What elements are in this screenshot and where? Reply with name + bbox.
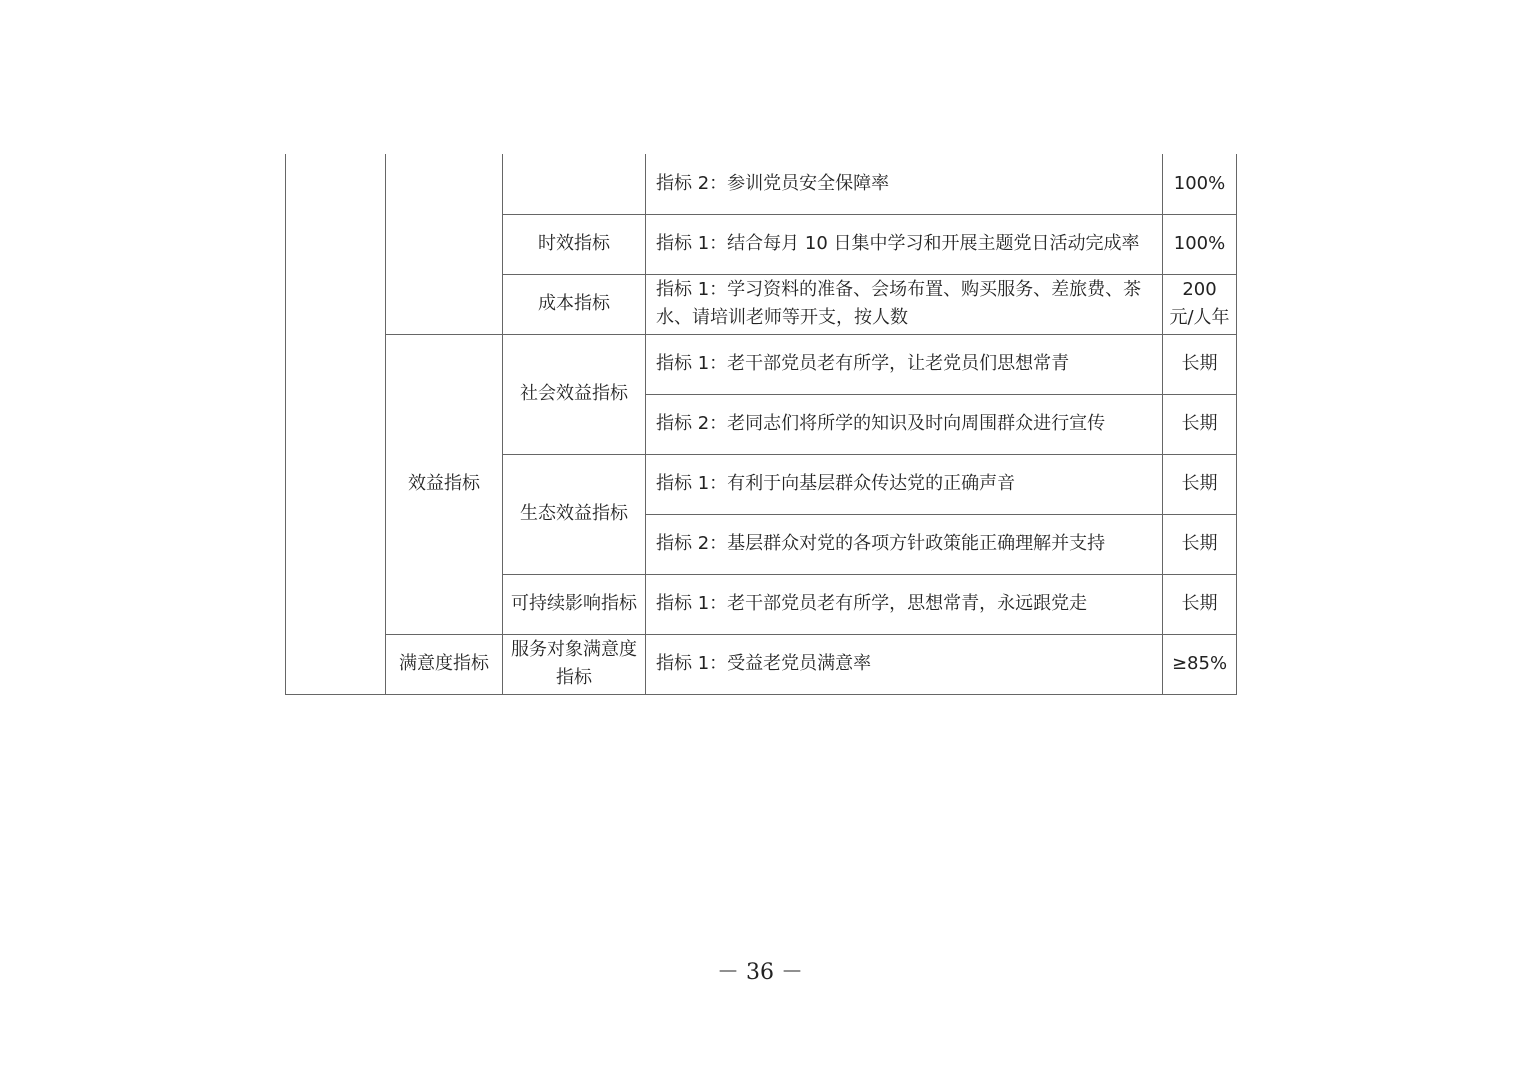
value-cell: 200 元/人年 bbox=[1163, 274, 1237, 334]
indicator-table bbox=[285, 154, 1237, 695]
table-row bbox=[286, 634, 1237, 694]
level3-cell: 时效指标 bbox=[503, 214, 646, 274]
value-cell: ≥85% bbox=[1163, 634, 1237, 694]
indicator-table-wrapper bbox=[285, 154, 1237, 695]
level3-cell: 成本指标 bbox=[503, 274, 646, 334]
indicator-cell: 指标 1：有利于向基层群众传达党的正确声音 bbox=[646, 454, 1163, 514]
level3-cell: 可持续影响指标 bbox=[503, 574, 646, 634]
indicator-cell: 指标 2：老同志们将所学的知识及时向周围群众进行宣传 bbox=[646, 394, 1163, 454]
value-cell: 长期 bbox=[1163, 454, 1237, 514]
table-row bbox=[286, 334, 1237, 394]
value-cell: 长期 bbox=[1163, 394, 1237, 454]
level3-cell: 服务对象满意度指标 bbox=[503, 634, 646, 694]
level1-cell bbox=[286, 154, 386, 694]
value-cell: 100% bbox=[1163, 214, 1237, 274]
indicator-cell: 指标 1：结合每月 10 日集中学习和开展主题党日活动完成率 bbox=[646, 214, 1163, 274]
indicator-cell: 指标 1：学习资料的准备、会场布置、购买服务、差旅费、茶水、请培训老师等开支，按人数 bbox=[646, 274, 1163, 334]
value-cell: 长期 bbox=[1163, 574, 1237, 634]
value-cell: 100% bbox=[1163, 154, 1237, 214]
value-cell: 长期 bbox=[1163, 514, 1237, 574]
indicator-cell: 指标 1：老干部党员老有所学，思想常青，永远跟党走 bbox=[646, 574, 1163, 634]
level2-cell: 满意度指标 bbox=[386, 634, 503, 694]
level3-cell: 社会效益指标 bbox=[503, 334, 646, 454]
indicator-cell: 指标 1：老干部党员老有所学，让老党员们思想常青 bbox=[646, 334, 1163, 394]
value-cell: 长期 bbox=[1163, 334, 1237, 394]
indicator-cell: 指标 1：受益老党员满意率 bbox=[646, 634, 1163, 694]
indicator-cell: 指标 2：基层群众对党的各项方针政策能正确理解并支持 bbox=[646, 514, 1163, 574]
indicator-cell: 指标 2：参训党员安全保障率 bbox=[646, 154, 1163, 214]
level2-cell bbox=[386, 154, 503, 334]
level2-cell: 效益指标 bbox=[386, 334, 503, 634]
level3-cell: 生态效益指标 bbox=[503, 454, 646, 574]
level3-cell bbox=[503, 154, 646, 214]
page-number: － 36 － bbox=[717, 960, 803, 985]
table-row bbox=[286, 154, 1237, 214]
